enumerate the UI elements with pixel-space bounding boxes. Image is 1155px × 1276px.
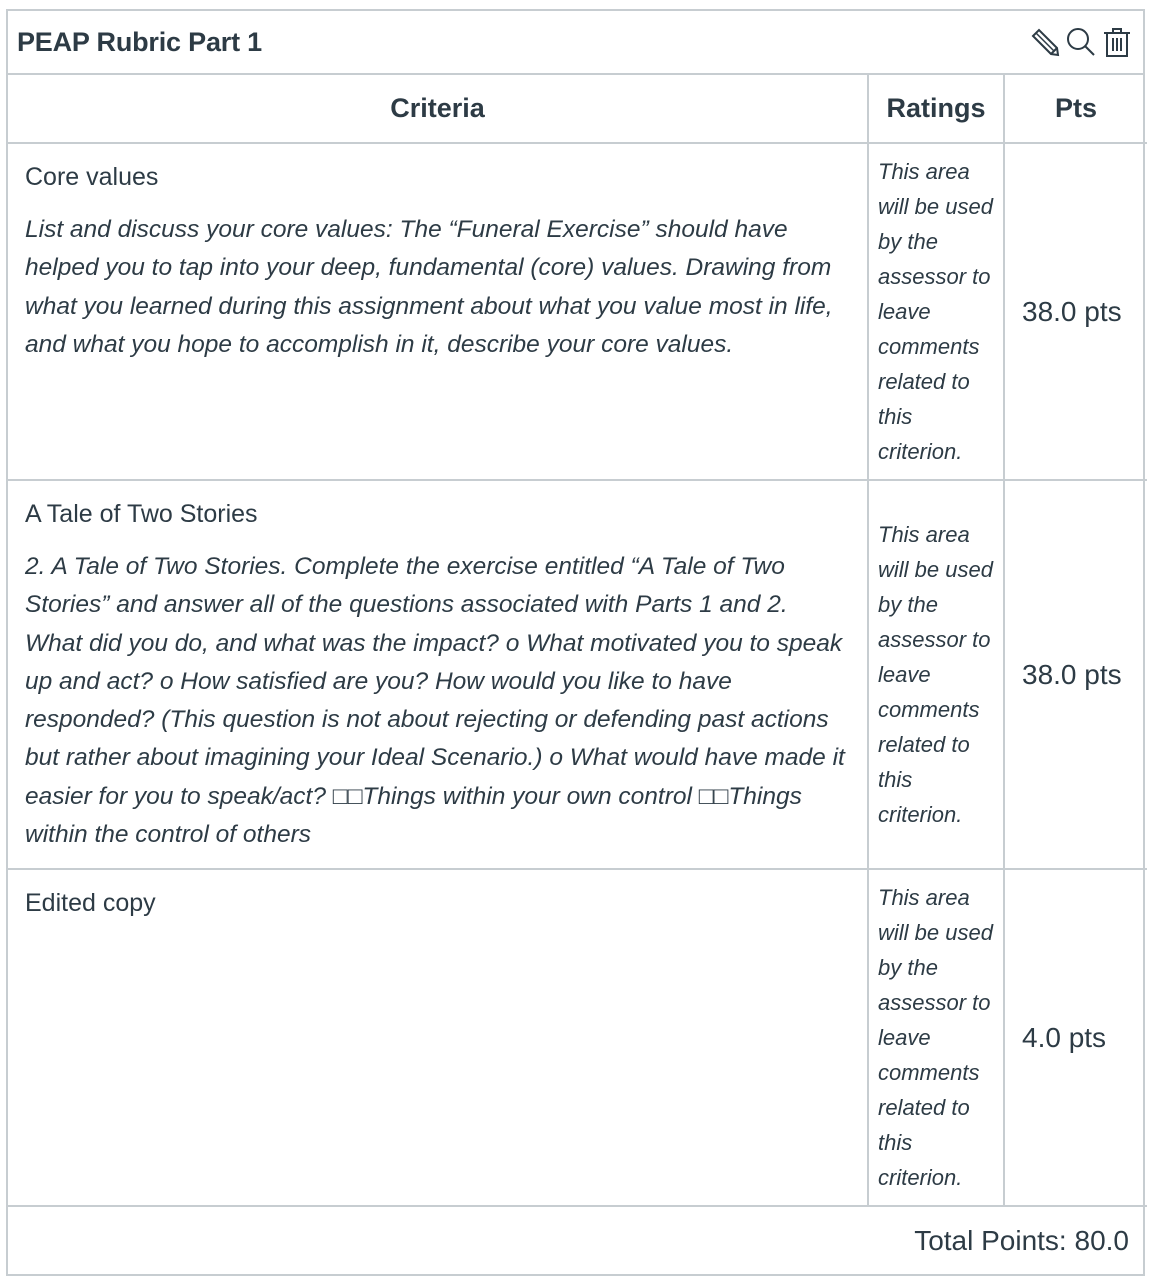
rating-cell: This area will be used by the assessor to leave comments related to this criterion. (868, 480, 1004, 869)
criterion-title: Core values (25, 163, 159, 191)
total-points: Total Points: 80.0 (8, 1206, 1147, 1274)
column-header-criteria: Criteria (8, 75, 868, 143)
rating-cell: This area will be used by the assessor to leave comments related to this criterion. (868, 143, 1004, 480)
criterion-description: List and discuss your core values: The “Funeral Exercise” should have helped you to tap into your deep, fundamental (core) values. Drawing from what you learned during this assignment about what you value most in life, and what you hope to accomplish in it, describe your core values. (25, 216, 833, 358)
rating-cell: This area will be used by the assessor to leave comments related to this criterion. (868, 869, 1004, 1206)
criterion-title: Edited copy (25, 889, 156, 918)
column-header-pts: Pts (1004, 75, 1147, 143)
points-cell: 38.0 pts (1004, 143, 1147, 480)
points-cell: 4.0 pts (1004, 869, 1147, 1206)
rubric-title: PEAP Rubric Part 1 (17, 26, 262, 57)
criterion-description: 2. A Tale of Two Stories. Complete the exercise entitled “A Tale of Two Stories” and answer all of the questions associated with Parts 1 and 2. What did you do, and what was the impact? o What motivated you to speak up and act? o How satisfied are you? How would you like to have responded? (This question is not about rejecting or defending past actions but rather about imagining your Ideal Scenario.) o What would have made it easier for you to speak/act? □□Things within your own control □□Things within the control of others (25, 553, 845, 849)
points-cell: 38.0 pts (1004, 480, 1147, 869)
column-header-ratings: Ratings (868, 75, 1004, 143)
criterion-cell (8, 143, 868, 480)
criterion-cell (8, 480, 868, 869)
trash-icon[interactable] (1101, 25, 1133, 59)
total-row (8, 1206, 1147, 1274)
criterion-row (8, 143, 1147, 480)
criterion-title: A Tale of Two Stories (25, 500, 258, 528)
criterion-row (8, 869, 1147, 1206)
edit-icon[interactable] (1029, 25, 1061, 59)
criterion-row (8, 480, 1147, 869)
search-icon[interactable] (1065, 25, 1097, 59)
header-row (8, 75, 1147, 143)
criterion-cell (8, 869, 868, 1206)
rubric-container (6, 9, 1145, 1276)
rubric-actions (1029, 25, 1133, 59)
rubric-table (8, 75, 1147, 1274)
rubric-title-bar (8, 11, 1143, 75)
